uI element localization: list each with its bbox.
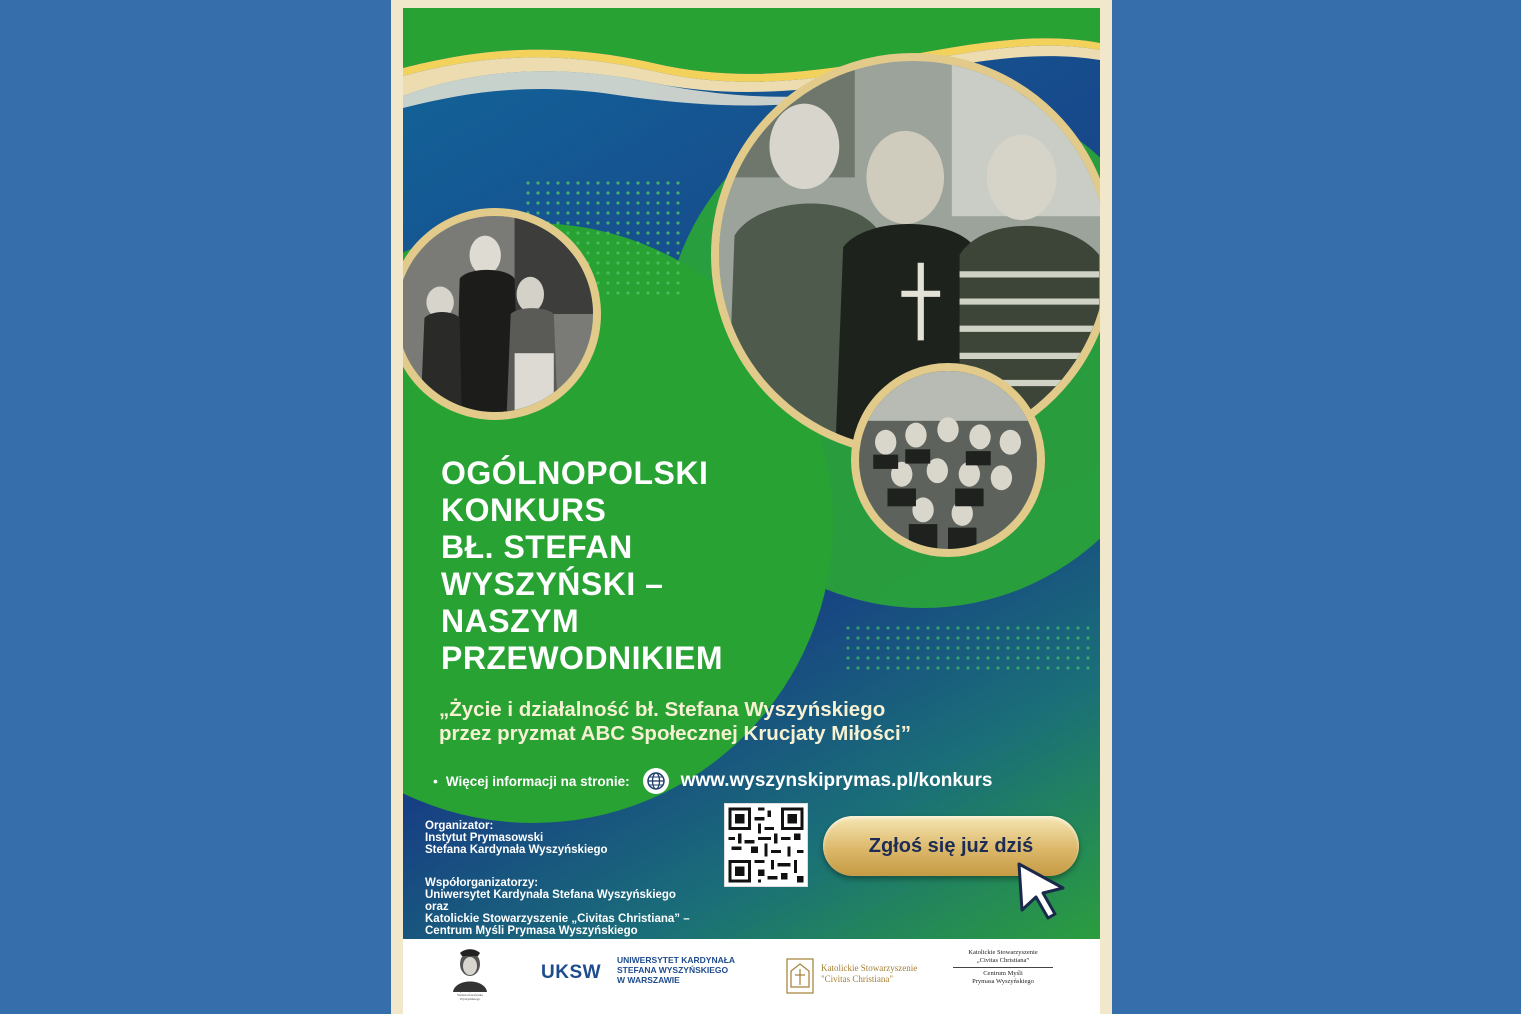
bullet: • [433, 773, 438, 789]
qr-code[interactable] [724, 803, 808, 887]
civitas-line: "Civitas Christiana" [821, 974, 894, 984]
title-line: NASZYM [441, 603, 580, 639]
title-line: KONKURS [441, 492, 607, 528]
dot-pattern-lower [843, 623, 1093, 673]
civitas-logo-text [821, 963, 917, 985]
ksc-line: „Civitas Christiana” [976, 957, 1030, 964]
subtitle-line: przez pryzmat ABC Społecznej Krucjaty Miłości” [439, 722, 911, 745]
civitas-line: Katolickie Stowarzyszenie [821, 963, 918, 973]
globe-icon [643, 768, 669, 794]
organizer-line: Instytut Prymasowski [425, 832, 544, 844]
poster [391, 0, 1112, 1014]
coorganizer-line: oraz [425, 901, 449, 913]
ksc-line: Centrum Myśli [983, 970, 1023, 977]
coorganizers-heading: Współorganizatorzy: [425, 877, 539, 889]
organizer-heading: Organizator: [425, 820, 494, 832]
contest-title [441, 455, 723, 677]
uksw-logo: UKSW [541, 962, 602, 983]
institute-logo-caption [437, 989, 503, 1001]
organizers [425, 820, 690, 937]
uksw-line: STEFANA WYSZYŃSKIEGO [617, 965, 729, 975]
organizer-line: Stefana Kardynała Wyszyńskiego [425, 844, 608, 856]
thought-centre-logo [943, 949, 1063, 986]
caption-line: Wyszyńskiego [459, 997, 481, 1001]
coorganizer-line: Katolickie Stowarzyszenie „Civitas Christiana” – [425, 913, 690, 925]
title-line: BŁ. STEFAN [441, 529, 633, 565]
uksw-logo-text [617, 955, 735, 985]
coorganizer-line: Centrum Myśli Prymasa Wyszyńskiego [425, 925, 638, 937]
title-line: PRZEWODNIKIEM [441, 640, 724, 676]
title-line: OGÓLNOPOLSKI [441, 455, 709, 491]
uksw-line: UNIWERSYTET KARDYNAŁA [617, 955, 736, 965]
poster-panel [403, 8, 1100, 939]
subtitle-line: „Życie i działalność bł. Stefana Wyszyńskiego [439, 698, 886, 721]
title-line: WYSZYŃSKI – [441, 566, 664, 602]
contest-subtitle [439, 698, 911, 746]
contest-link[interactable]: www.wyszynskiprymas.pl/konkurs [680, 770, 993, 791]
caption-line: Instytut Prymasowski [454, 989, 486, 993]
ksc-line: Katolickie Stowarzyszenie [968, 949, 1038, 956]
coorganizer-line: Uniwersytet Kardynała Stefana Wyszyńskiego [425, 889, 676, 901]
uksw-line: W WARSZAWIE [617, 975, 680, 985]
partner-logos-bar [403, 939, 1100, 1014]
photo-primate-with-youth [851, 363, 1045, 557]
civitas-crest-logo [783, 953, 817, 999]
ksc-line: Prymasa Wyszyńskiego [972, 978, 1034, 985]
info-label: Więcej informacji na stronie: [445, 773, 630, 789]
divider [953, 967, 1053, 968]
caption-line: Stefana Kardynała [457, 993, 483, 997]
info-row [433, 768, 992, 794]
mouse-pointer-icon [1013, 860, 1071, 920]
apply-now-button[interactable]: Zgłoś się już dziś [823, 816, 1079, 876]
